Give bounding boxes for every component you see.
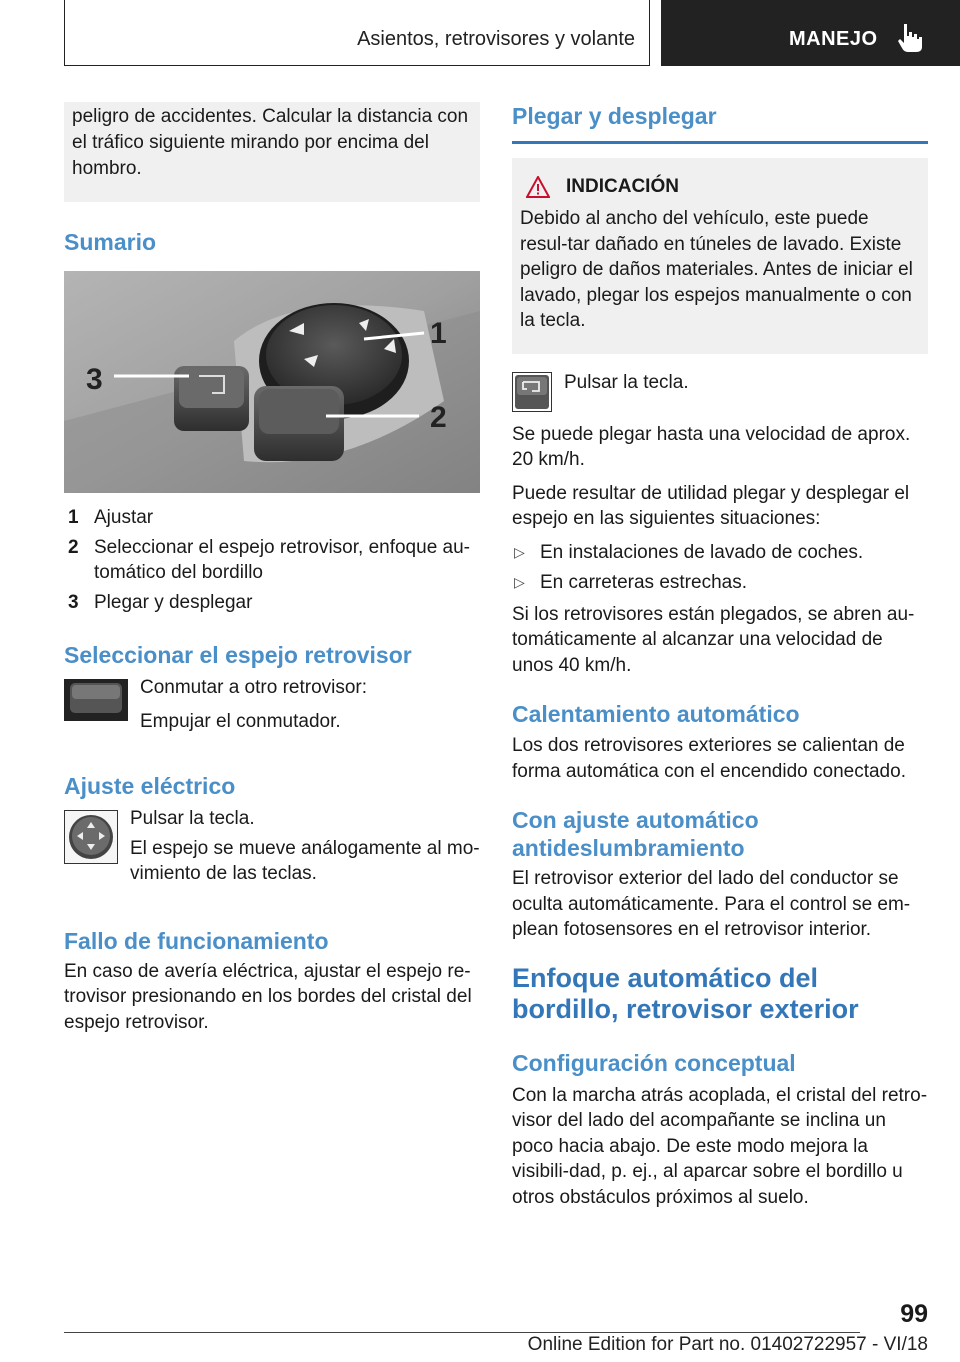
list-item [512,570,928,596]
fold-key-block [512,370,928,412]
select-mirror-heading: Seleccionar el espejo retrovisor [64,642,412,668]
fold-mirror-key-icon [512,372,552,412]
select-mirror-line-1: Conmutar a otro retrovisor: [140,677,368,698]
electric-adjust-heading: Ajuste eléctrico [64,773,236,799]
list-item-text: En instalaciones de lavado de coches. [540,541,864,563]
heating-text: Los dos retrovisores exteriores se calientan de forma automática con el encendido conectado. [512,735,906,782]
electric-adjust-line-2: El espejo se mueve análogamente al mo-vimiento de las teclas. [130,837,480,884]
mirror-control-photo [64,271,480,493]
warning-triangle-icon [526,176,550,198]
fold-heading-rule [512,141,928,144]
chapter-tab-label: MANEJO [789,28,878,50]
photo-legend [64,505,480,615]
concept-text: Con la marcha atrás acoplada, el cristal del retro-visor del lado del acompañante se inclina un poco hacia abajo. De este modo mejora la visibili-dad, p. ej., al aparcar sobre el bordillo u otros obstáculos próximos al suelo. [512,1084,928,1208]
legend-item [64,505,480,531]
section-title-box [64,0,650,66]
select-mirror-block [64,675,480,734]
fold-situations-list [512,540,928,596]
page-header [0,0,960,66]
select-mirror-line-2: Empujar el conmutador. [140,710,341,732]
legend-number: 3 [68,591,79,613]
malfunction-heading: Fallo de funcionamiento [64,927,329,954]
mirror-switch-illustration [64,271,480,493]
warning-box [512,158,928,354]
mirror-selector-switch-icon [64,679,128,721]
fold-speed-text: Se puede plegar hasta una velocidad de aprox. 20 km/h. [512,423,911,470]
fold-useful-text: Puede resultar de utilidad plegar y desplegar el espejo en las siguientes situaciones: [512,482,910,529]
legend-number: 2 [68,536,79,558]
legend-text: Plegar y desplegar [94,591,253,613]
page-number: 99 [900,1300,928,1328]
note-text: peligro de accidentes. Calcular la distancia con el tráfico siguiente mirando por encima del hombro. [72,106,469,179]
legend-number: 1 [68,507,79,528]
edition-text: Online Edition for Part no. 01402722957 - VI/18 [527,1334,928,1355]
list-item [512,540,928,566]
list-item-text: En carreteras estrechas. [540,572,747,593]
footer-divider [64,1332,860,1333]
left-column [64,102,480,1035]
right-column [512,102,928,1210]
select-mirror-text [140,675,480,734]
electric-adjust-text [130,806,480,887]
anti-dazzle-text: El retrovisor exterior del lado del conductor se oculta automáticamente. Para el control se em-plean fotosensores en el retrovisor interior. [512,868,911,940]
heating-heading: Calentamiento automático [512,701,800,727]
legend-item [64,590,480,616]
photo-label-1: 1 [430,317,447,350]
photo-label-2: 2 [430,401,447,434]
photo-label-3: 3 [86,363,103,396]
fold-heading: Plegar y desplegar [512,103,717,129]
legend-item [64,535,480,586]
fold-reopen-text: Si los retrovisores están plegados, se abren au-tomáticamente al alcanzar una velocidad de unos 40 km/h. [512,603,915,676]
directional-pad-icon [64,810,118,864]
sumario-heading: Sumario [64,229,157,255]
legend-text: Ajustar [94,507,154,528]
triangle-bullet-icon: ▷ [514,543,525,560]
anti-dazzle-heading: Con ajuste automático antideslumbramiento [512,807,759,861]
chapter-tab [661,0,960,66]
note-box [64,102,480,202]
warning-title-row [520,176,920,198]
press-key-text: Pulsar la tecla. [564,371,689,393]
triangle-bullet-icon: ▷ [514,574,525,590]
section-title: Asientos, retrovisores y volante [357,28,635,50]
malfunction-text: En caso de avería eléctrica, ajustar el espejo re-trovisor presionando en los bordes del cristal del espejo retrovisor. [64,960,472,1033]
electric-adjust-line-1: Pulsar la tecla. [130,808,255,829]
warning-text: Debido al ancho del vehículo, este puede resul-tar dañado en túneles de lavado. Existe peligro de daños materiales. Antes de iniciar el lavado, plegar los espejos manualmente o con la tecla. [520,208,913,331]
concept-heading: Configuración conceptual [512,1049,796,1076]
electric-adjust-block [64,806,480,887]
hand-pointer-icon [895,22,925,54]
legend-text: Seleccionar el espejo retrovisor, enfoque au-tomático del bordillo [94,536,471,583]
warning-title: INDICACIÓN [566,176,679,197]
curb-focus-heading: Enfoque automático del bordillo, retrovisor exterior [512,962,859,1024]
